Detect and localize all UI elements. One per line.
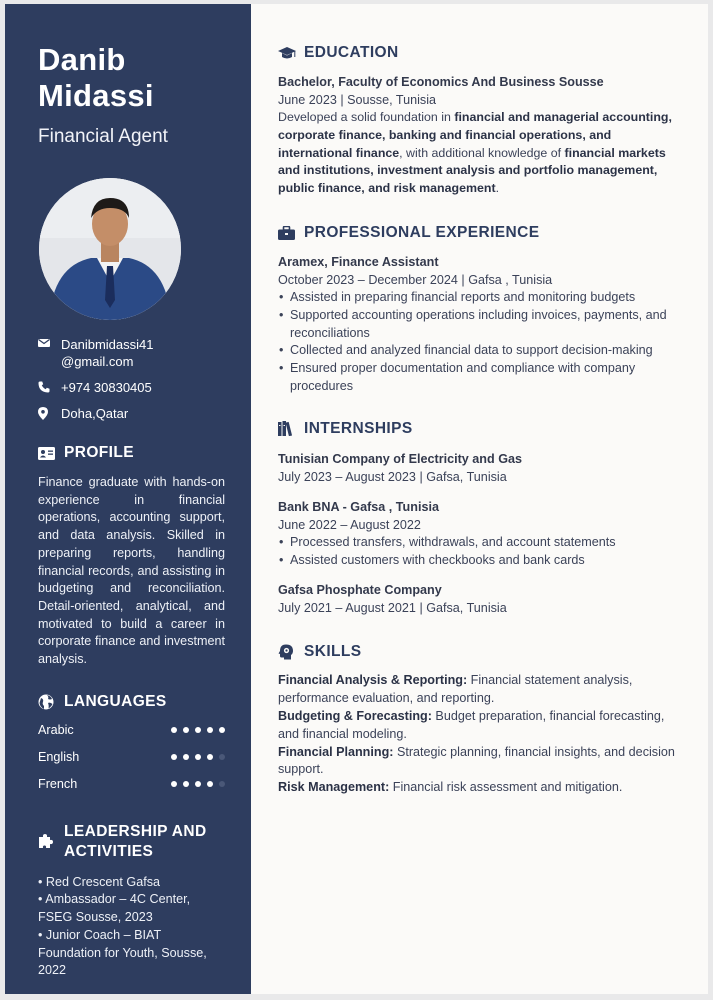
books-icon [278,421,304,436]
location-pin-icon [38,405,61,420]
skill-item [278,672,678,708]
profile-heading [38,444,225,462]
experience-heading-text: PROFESSIONAL EXPERIENCE [304,223,540,241]
internships-section [278,420,678,618]
contact-email[interactable] [38,336,225,370]
internship-meta: July 2021 – August 2021 | Gafsa, Tunisia [278,601,507,616]
phone-icon [38,379,61,393]
leadership-heading-line1: LEADERSHIP AND [64,822,207,840]
skill-text: Budget preparation, financial forecasting, and financial modeling. [278,708,665,741]
language-name: English [38,750,80,765]
profile-summary: Finance graduate with hands-on experience in financial operations, accounting support, and data analysis. Skilled in preparing reports, handling financial records, and assisting in budgeting and reconciliation. Detail-oriented, analytical, and motivated to build a career in corporate finance and investment analysis. [38,475,225,667]
internship-meta: June 2022 – August 2022 [278,517,421,532]
experience-bullets [278,289,678,396]
language-item [38,744,225,771]
language-name: French [38,777,78,792]
leadership-list [38,874,225,980]
bullet-item: • Supported accounting operations including invoices, payments, and reconciliations [278,307,678,343]
bullet-item: • Processed transfers, withdrawals, and account statements [278,534,678,552]
leadership-heading-line2: ACTIVITIES [64,842,154,860]
leadership-item: • Junior Coach – BIAT Foundation for Youth, Sousse, 2022 [38,927,207,978]
internship-item [278,450,678,486]
job-meta: October 2023 – December 2024 | Gafsa , Tunisia [278,272,553,287]
proficiency-dot-filled [195,781,201,787]
leadership-heading-text [64,822,207,862]
contact-phone[interactable] [38,379,225,396]
proficiency-dot-filled [219,727,225,733]
graduation-cap-icon [278,47,304,60]
degree-title: Bachelor, Faculty of Economics And Business Sousse [278,75,604,89]
education-section [278,44,678,198]
proficiency-dot-filled [183,781,189,787]
internship-org: Gafsa Phosphate Company [278,583,442,598]
skill-item [278,744,678,780]
candidate-name [38,42,225,114]
desc-bold: financial and managerial accounting, corporate finance, banking and financial operations, and international finance [278,110,672,160]
skill-text: Strategic planning, financial insights, and decision support. [278,744,675,777]
skill-text: Financial statement analysis, performance evaluation, and reporting. [278,673,633,706]
proficiency-dot-filled [207,727,213,733]
desc-text: . [495,181,500,196]
internship-item [278,581,678,617]
contact-location-text: Doha,Qatar [61,406,129,421]
education-heading-text: EDUCATION [304,44,399,61]
contact-location [38,405,225,422]
briefcase-icon [278,226,304,240]
envelope-icon [38,336,61,348]
proficiency-dot-empty [219,754,225,760]
skills-list [278,672,678,797]
desc-text: Developed a solid foundation in [278,110,455,124]
education-heading [278,44,678,62]
languages-heading [38,693,225,711]
proficiency-dot-filled [183,754,189,760]
bullet-item: • Collected and analyzed financial data to support decision-making [278,342,678,360]
experience-heading [278,224,678,242]
proficiency-dot-filled [171,781,177,787]
desc-text: , with additional knowledge of [399,145,565,160]
bullet-item: • Assisted in preparing financial reports and monitoring budgets [278,289,678,307]
sidebar [5,4,251,994]
internships-heading-text: INTERNSHIPS [304,419,413,437]
proficiency-dots [171,727,225,733]
globe-icon [38,694,64,710]
leadership-item: • Ambassador – 4C Center, FSEG Sousse, 2023 [38,892,191,925]
proficiency-dot-filled [171,727,177,733]
skill-text: Financial risk assessment and mitigation. [389,780,623,795]
proficiency-dot-filled [207,781,213,787]
proficiency-dots [171,781,225,787]
skill-label: Financial Planning: [278,744,394,759]
proficiency-dot-empty [219,781,225,787]
skills-heading [278,643,678,661]
proficiency-dots [171,754,225,760]
experience-section [278,224,678,396]
language-item [38,717,225,744]
leadership-item: • Red Crescent Gafsa [38,874,161,889]
internship-item [278,498,678,570]
proficiency-dot-filled [195,727,201,733]
bullet-item: • Assisted customers with checkbooks and bank cards [278,552,678,570]
education-description [278,109,678,198]
leadership-heading [38,822,225,862]
contact-email-text: Danibmidassi41 @gmail.com [61,337,154,369]
skill-item [278,779,678,797]
skill-item [278,708,678,744]
job-title: Financial Agent [38,126,168,147]
first-name: Danib [38,42,126,77]
language-list [38,717,225,798]
desc-bold: financial markets and institutions, investment analysis and portfolio management, public finance, and risk management [278,145,666,196]
person-portrait-icon [39,178,181,320]
contact-phone-text: +974 30830405 [61,380,152,395]
internship-org: Tunisian Company of Electricity and Gas [278,451,522,466]
skills-heading-text: SKILLS [304,643,362,661]
profile-heading-text: PROFILE [64,444,134,461]
languages-heading-text: LANGUAGES [64,692,167,710]
internship-org: Bank BNA - Gafsa , Tunisia [278,499,439,514]
skill-label: Financial Analysis & Reporting: [278,673,468,688]
main-content [251,4,708,994]
puzzle-piece-icon [38,822,64,849]
proficiency-dot-filled [183,727,189,733]
internship-bullets [278,534,678,570]
proficiency-dot-filled [207,754,213,760]
profile-photo [39,178,181,320]
id-card-icon [38,447,64,460]
resume-page [5,4,708,994]
skill-label: Budgeting & Forecasting: [278,708,432,723]
brain-head-icon [278,644,304,660]
proficiency-dot-filled [195,754,201,760]
proficiency-dot-filled [171,754,177,760]
last-name: Midassi [38,78,154,113]
job-role: Aramex, Finance Assistant [278,254,439,269]
skill-label: Risk Management: [278,780,390,795]
language-item [38,771,225,798]
internship-meta: July 2023 – August 2023 | Gafsa, Tunisia [278,469,507,484]
language-name: Arabic [38,723,74,738]
bullet-item: • Ensured proper documentation and compliance with company procedures [278,360,678,396]
skills-section [278,643,678,797]
contact-list [38,336,225,422]
degree-meta: June 2023 | Sousse, Tunisia [278,93,436,107]
internships-heading [278,420,678,438]
